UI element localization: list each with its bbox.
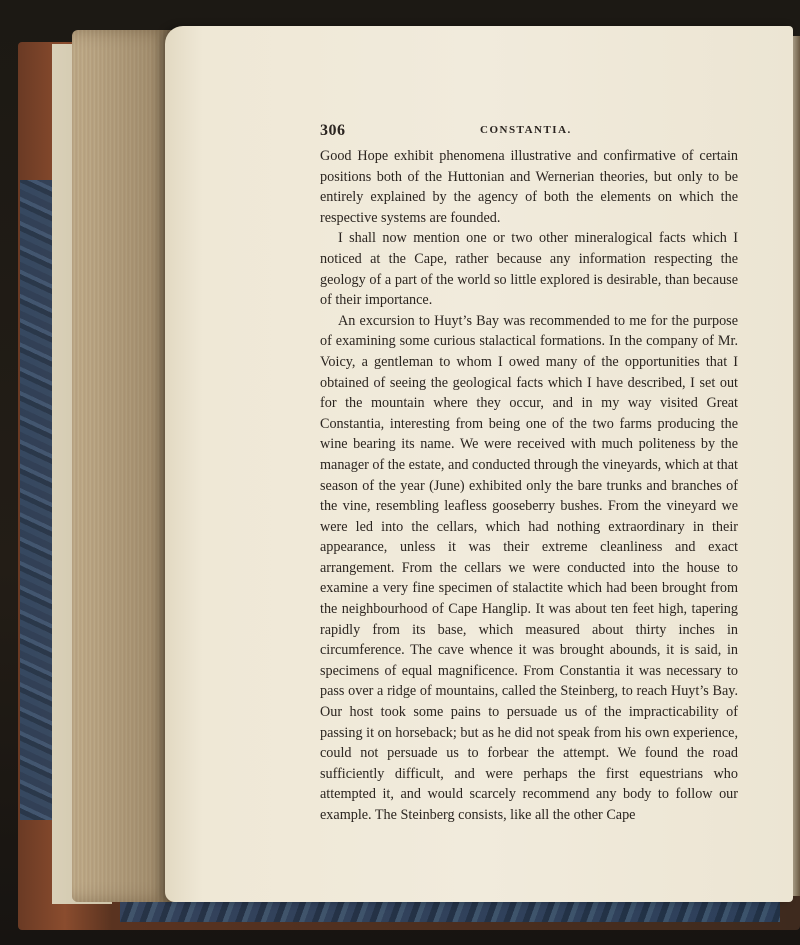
running-title: CONSTANTIA. [480, 124, 572, 136]
running-head [320, 122, 740, 142]
paragraph: I shall now mention one or two other mineralogical facts which I noticed at the Cape, rather because any information respecting the geology of a part of the world so little explored is desirable, than because of their importance. [320, 230, 738, 309]
marbled-endpaper [20, 180, 54, 820]
paragraph: An excursion to Huyt’s Bay was recommended to me for the purpose of examining some curious stalactical formations. In the company of Mr. Voicy, a gentleman to whom I owed many of the opportunities that I obtained of seeing the geological facts which I have described, I set out for the mountain where they occur, and in my way visited Great Constantia, interesting from being one of the two farms producing the wine bearing its name. We were received with much politeness by the manager of the estate, and conducted through the vineyards, which at that season of the year (June) exhibited only the bare trunks and branches of the vine, resembling leafless gooseberry bushes. From the vineyard we were led into the cellars, which had nothing extraordinary in their appearance, unless it was their extreme cleanliness and exact arrangement. From the cellars we were conducted into the house to examine a very fine specimen of stalactite which had been brought from the neighbourhood of Cape Hanglip. It was about ten feet high, tapering rapidly from its base, which measured about thirty inches in circumference. The cave whence it was brought abounds, it is said, in specimens of equal magnificence. From Constantia it was necessary to pass over a ridge of mountains, called the Steinberg, to reach Huyt’s Bay. Our host took some pains to persuade us of the impracticability of passing it on horseback; but as he did not speak from his own experience, could not persuade us to forbear the attempt. We found the road sufficiently difficult, and were perhaps the first equestrians who attempted it, and would scarcely recommend any body to follow our example. The Steinberg consists, like all the other Cape [320, 312, 738, 823]
page-number: 306 [320, 122, 346, 139]
paragraph: Good Hope exhibit phenomena illustrative and confirmative of certain positions both of the Huttonian and Wernerian theories, but only to be entirely explained by the agency of both the elements on which the respective systems are founded. [320, 148, 738, 226]
body-text [320, 146, 738, 826]
marbled-cover-edge [120, 902, 780, 922]
